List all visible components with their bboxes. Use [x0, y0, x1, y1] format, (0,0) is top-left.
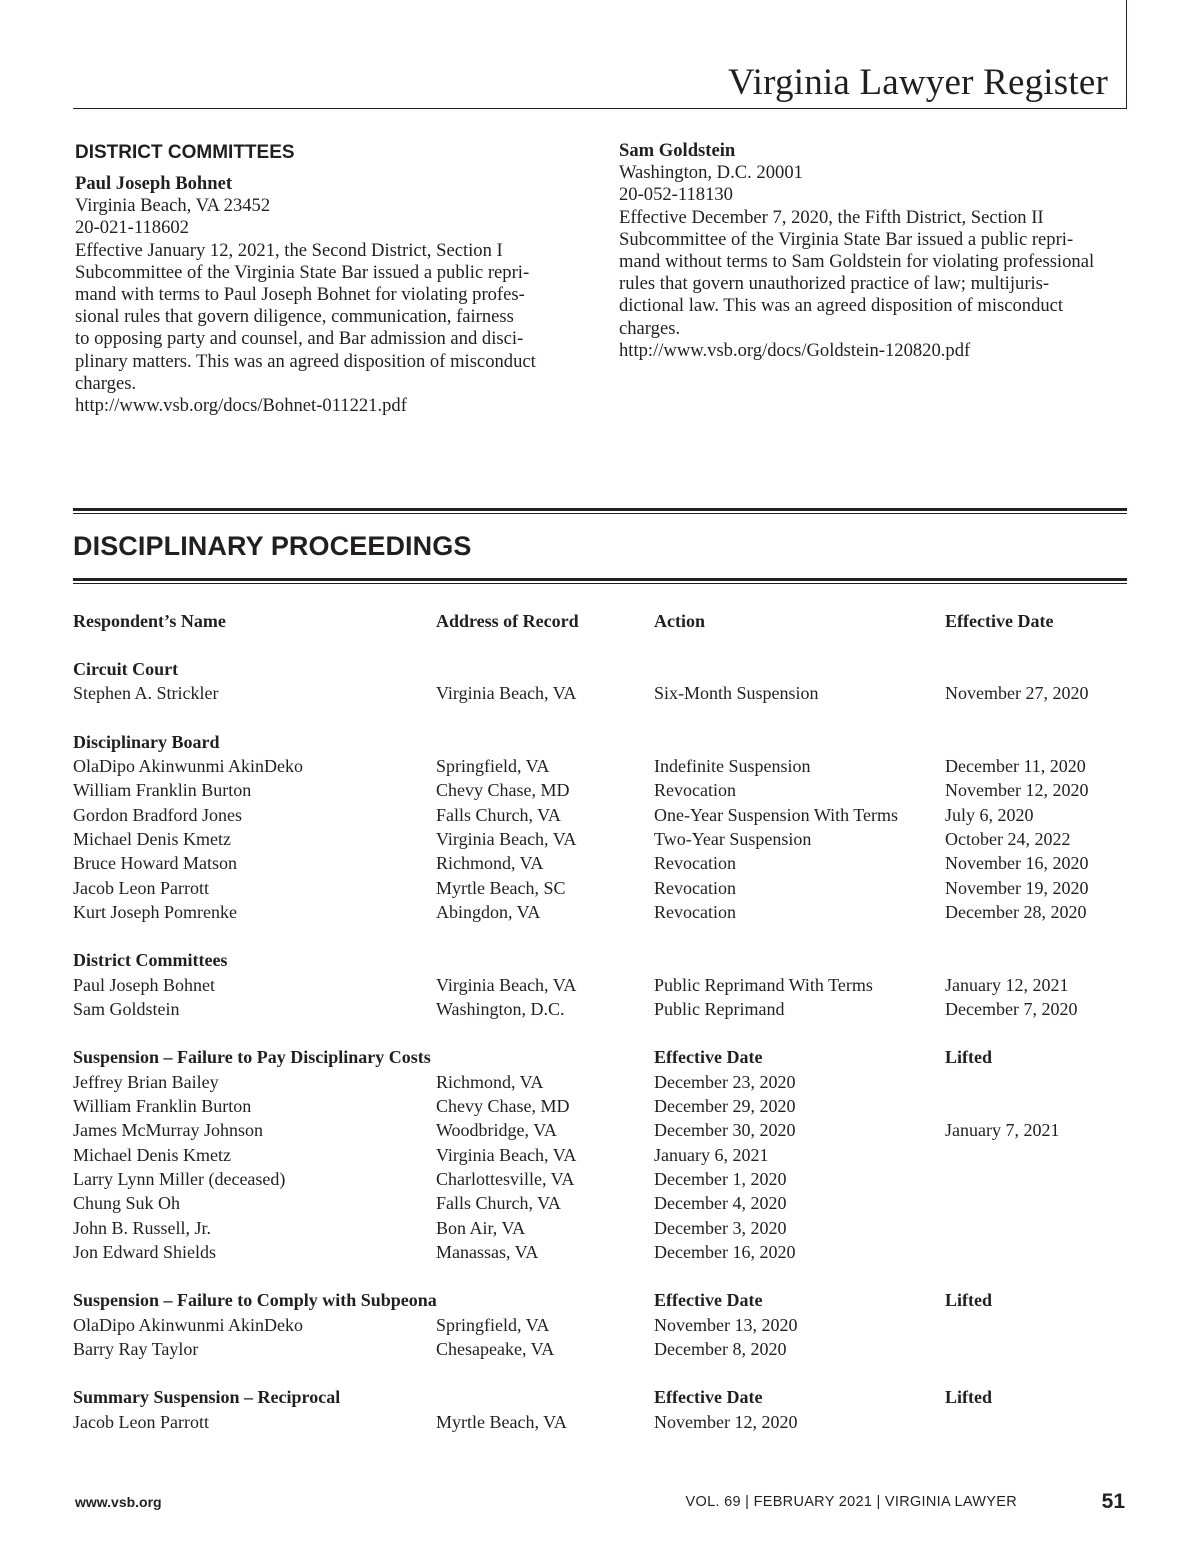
table-group-heading-cell: Effective Date — [654, 1290, 763, 1311]
table-row-cell: December 28, 2020 — [945, 901, 1087, 922]
table-row — [73, 900, 1133, 924]
table-row-cell: OlaDipo Akinwunmi AkinDeko — [73, 756, 303, 777]
entry-line: Washington, D.C. 20001 — [619, 162, 803, 184]
table-row-cell: December 29, 2020 — [654, 1096, 796, 1117]
entry-line: Virginia Beach, VA 23452 — [75, 195, 271, 217]
header-vertical-rule — [1126, 0, 1127, 108]
table-row — [73, 827, 1133, 851]
table-row-cell: Six-Month Suspension — [654, 683, 819, 704]
entry-line: mand without terms to Sam Goldstein for violating professional — [619, 251, 1095, 273]
table-row-cell: Richmond, VA — [436, 853, 544, 874]
table-row-cell: December 16, 2020 — [654, 1241, 796, 1262]
table-group-heading-cell: Lifted — [945, 1047, 992, 1068]
table-row-cell: Woodbridge, VA — [436, 1120, 557, 1141]
table-row-cell: Virginia Beach, VA — [436, 683, 577, 704]
table-row-cell: Jacob Leon Parrott — [73, 877, 209, 898]
table-row-cell: OlaDipo Akinwunmi AkinDeko — [73, 1314, 303, 1335]
table-group-heading-cell: Suspension – Failure to Pay Disciplinary Costs — [73, 1047, 431, 1068]
entry-line: dictional law. This was an agreed disposition of misconduct — [619, 295, 1064, 317]
table-row — [73, 851, 1133, 875]
table-group-heading-cell: Lifted — [945, 1290, 992, 1311]
table-row-cell: November 13, 2020 — [654, 1314, 798, 1335]
table-group-heading-cell: Suspension – Failure to Comply with Subpeona — [73, 1290, 437, 1311]
disciplinary-proceedings-table — [73, 609, 1133, 1434]
entry-line: Effective January 12, 2021, the Second District, Section I — [75, 239, 503, 261]
table-row-cell: Abingdon, VA — [436, 901, 541, 922]
table-row-cell: November 16, 2020 — [945, 853, 1089, 874]
table-row-cell: Revocation — [654, 780, 736, 801]
table-row — [73, 1191, 1133, 1215]
table-row-cell: Stephen A. Strickler — [73, 683, 219, 704]
entry-name: Sam Goldstein — [619, 140, 736, 161]
table-row-cell: Richmond, VA — [436, 1071, 544, 1092]
table-row-cell: Michael Denis Kmetz — [73, 828, 231, 849]
table-row — [73, 1313, 1133, 1337]
table-row — [73, 973, 1133, 997]
table-row — [73, 1070, 1133, 1094]
page-header — [0, 0, 1200, 110]
district-committees-left-column — [75, 140, 575, 417]
table-row-cell: Gordon Bradford Jones — [73, 804, 242, 825]
table-row-cell: Barry Ray Taylor — [73, 1338, 199, 1359]
table-row-cell: Kurt Joseph Pomrenke — [73, 901, 237, 922]
table-row-cell: Chesapeake, VA — [436, 1338, 555, 1359]
table-group-heading — [73, 1288, 1133, 1312]
entry-line: charges. — [75, 372, 137, 394]
entry-line: mand with terms to Paul Joseph Bohnet for violating profes- — [75, 284, 525, 306]
table-row-cell: Myrtle Beach, VA — [436, 1411, 567, 1432]
table-row-cell: October 24, 2022 — [945, 828, 1071, 849]
entry-line: 20-052-118130 — [619, 184, 733, 206]
section-bottom-rule — [73, 578, 1127, 584]
table-row — [73, 778, 1133, 802]
table-row-cell: Sam Goldstein — [73, 998, 180, 1019]
table-row-cell: December 4, 2020 — [654, 1193, 787, 1214]
table-row-cell: Michael Denis Kmetz — [73, 1144, 231, 1165]
table-row-cell: Paul Joseph Bohnet — [73, 974, 215, 995]
table-group-heading — [73, 1385, 1133, 1409]
table-row-cell: Chung Suk Oh — [73, 1193, 181, 1214]
table-row-cell: Bruce Howard Matson — [73, 853, 237, 874]
entry-line: rules that govern unauthorized practice of law; multijuris- — [619, 273, 1050, 295]
table-row-cell: December 7, 2020 — [945, 998, 1078, 1019]
table-group-heading-cell: Disciplinary Board — [73, 731, 220, 752]
table-row — [73, 1410, 1133, 1434]
table-row-cell: November 27, 2020 — [945, 683, 1089, 704]
table-row-cell: Virginia Beach, VA — [436, 828, 577, 849]
table-row-cell: November 12, 2020 — [654, 1411, 798, 1432]
table-row-cell: Virginia Beach, VA — [436, 974, 577, 995]
table-row-cell: December 30, 2020 — [654, 1120, 796, 1141]
table-row-cell: January 6, 2021 — [654, 1144, 769, 1165]
footer-website[interactable]: www.vsb.org — [75, 1494, 162, 1510]
table-row — [73, 1143, 1133, 1167]
table-group-heading — [73, 730, 1133, 754]
table-group-heading-cell: Effective Date — [654, 1047, 763, 1068]
entry-line: 20-021-118602 — [75, 217, 189, 239]
table-row-cell: Revocation — [654, 901, 736, 922]
table-group-heading-cell: Effective Date — [654, 1387, 763, 1408]
table-row-cell: December 3, 2020 — [654, 1217, 787, 1238]
table-row-cell: Jacob Leon Parrott — [73, 1411, 209, 1432]
district-committees-right-column — [619, 140, 1129, 362]
table-column-header — [73, 609, 1133, 633]
table-row-cell: Revocation — [654, 877, 736, 898]
section-title: DISCIPLINARY PROCEEDINGS — [73, 531, 472, 561]
table-row-cell: July 6, 2020 — [945, 804, 1034, 825]
table-row-cell: Public Reprimand — [654, 998, 785, 1019]
table-group-heading — [73, 948, 1133, 972]
table-row-cell: Falls Church, VA — [436, 1193, 561, 1214]
table-row-cell: Manassas, VA — [436, 1241, 539, 1262]
page-number: 51 — [1101, 1490, 1125, 1513]
table-row — [73, 1240, 1133, 1264]
table-row-cell: Larry Lynn Miller (deceased) — [73, 1168, 286, 1189]
table-column-header-cell: Address of Record — [436, 611, 579, 631]
table-row-cell: November 12, 2020 — [945, 780, 1089, 801]
table-row-cell: Springfield, VA — [436, 1314, 550, 1335]
table-group-heading — [73, 657, 1133, 681]
table-row-cell: Charlottesville, VA — [436, 1168, 575, 1189]
entry-link[interactable]: http://www.vsb.org/docs/Bohnet-011221.pdf — [75, 395, 407, 417]
table-row-cell: William Franklin Burton — [73, 1096, 252, 1117]
table-row — [73, 1094, 1133, 1118]
table-row-cell: James McMurray Johnson — [73, 1120, 263, 1141]
page-title: Virginia Lawyer Register — [727, 62, 1108, 103]
table-row-cell: January 7, 2021 — [945, 1120, 1060, 1141]
entry-line: Subcommittee of the Virginia State Bar issued a public repri- — [619, 228, 1074, 250]
entry-line: Subcommittee of the Virginia State Bar issued a public repri- — [75, 261, 530, 283]
table-row-cell: Chevy Chase, MD — [436, 780, 570, 801]
table-row-cell: January 12, 2021 — [945, 974, 1069, 995]
entry-line: Effective December 7, 2020, the Fifth District, Section II — [619, 206, 1044, 228]
table-row — [73, 754, 1133, 778]
table-row-cell: November 19, 2020 — [945, 877, 1089, 898]
table-row-cell: Indefinite Suspension — [654, 756, 811, 777]
table-row — [73, 1216, 1133, 1240]
table-row-cell: One-Year Suspension With Terms — [654, 804, 899, 825]
table-row-cell: Falls Church, VA — [436, 804, 561, 825]
table-row-cell: December 23, 2020 — [654, 1071, 796, 1092]
footer-issue-info: VOL. 69 | FEBRUARY 2021 | VIRGINIA LAWYER — [685, 1494, 1017, 1510]
table-row-cell: December 8, 2020 — [654, 1338, 787, 1359]
table-row — [73, 1167, 1133, 1191]
table-row — [73, 876, 1133, 900]
entry-line: plinary matters. This was an agreed disposition of misconduct — [75, 350, 536, 372]
table-group-heading-cell: Circuit Court — [73, 659, 179, 679]
table-row-cell: John B. Russell, Jr. — [73, 1217, 212, 1238]
entry-body — [75, 195, 575, 417]
table-row — [73, 1118, 1133, 1142]
entry-body — [619, 162, 1129, 362]
table-column-header-cell: Respondent’s Name — [73, 611, 226, 631]
table-column-header-cell: Effective Date — [945, 611, 1054, 631]
table-row-cell: Chevy Chase, MD — [436, 1096, 570, 1117]
table-group-heading-cell: Lifted — [945, 1387, 992, 1408]
district-committees-heading: DISTRICT COMMITTEES — [75, 142, 295, 163]
table-row-cell: Revocation — [654, 853, 736, 874]
table-group-heading — [73, 1045, 1133, 1069]
table-row-cell: Jon Edward Shields — [73, 1241, 216, 1262]
section-top-rule — [73, 508, 1127, 514]
table-row — [73, 803, 1133, 827]
table-row-cell: December 11, 2020 — [945, 756, 1086, 777]
table-row — [73, 681, 1133, 705]
table-row-cell: December 1, 2020 — [654, 1168, 787, 1189]
header-horizontal-rule — [73, 108, 1127, 109]
table-row-cell: Washington, D.C. — [436, 998, 565, 1019]
entry-link[interactable]: http://www.vsb.org/docs/Goldstein-120820.pdf — [619, 339, 971, 361]
table-row-cell: Public Reprimand With Terms — [654, 974, 873, 995]
table-group-heading-cell: Summary Suspension – Reciprocal — [73, 1387, 341, 1408]
table-row — [73, 1337, 1133, 1361]
entry-line: charges. — [619, 317, 681, 339]
page-footer — [0, 1490, 1200, 1530]
table-row — [73, 997, 1133, 1021]
entry-line: sional rules that govern diligence, communication, fairness — [75, 306, 514, 328]
entry-line: to opposing party and counsel, and Bar admission and disci- — [75, 328, 524, 350]
table-column-header-cell: Action — [654, 611, 705, 631]
table-row-cell: Springfield, VA — [436, 756, 550, 777]
table-row-cell: William Franklin Burton — [73, 780, 252, 801]
table-row-cell: Jeffrey Brian Bailey — [73, 1071, 219, 1092]
table-row-cell: Bon Air, VA — [436, 1217, 526, 1238]
table-row-cell: Myrtle Beach, SC — [436, 877, 566, 898]
table-row-cell: Two-Year Suspension — [654, 828, 812, 849]
table-group-heading-cell: District Committees — [73, 950, 228, 971]
table-row-cell: Virginia Beach, VA — [436, 1144, 577, 1165]
entry-name: Paul Joseph Bohnet — [75, 173, 233, 194]
